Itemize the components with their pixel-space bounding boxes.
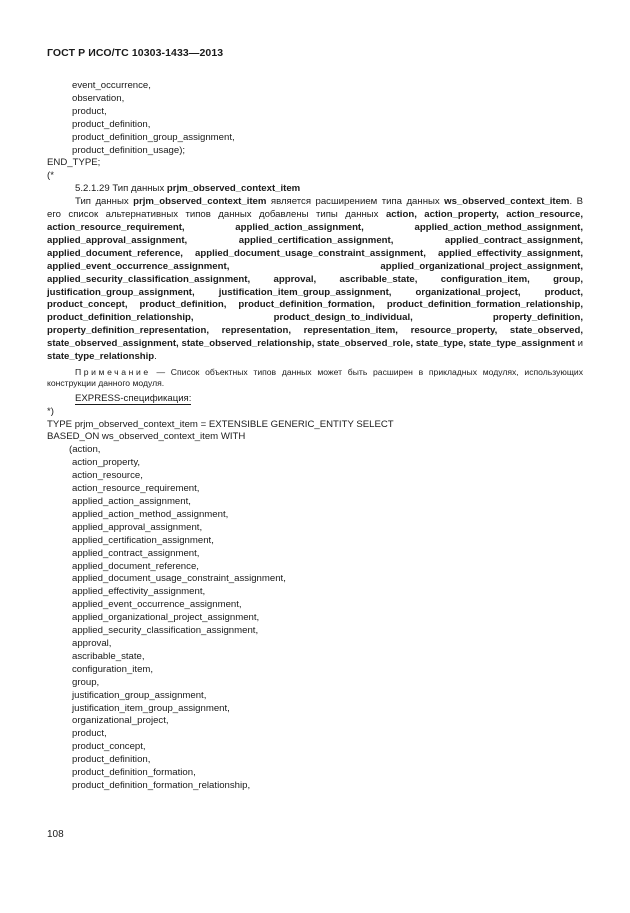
type-declaration: TYPE prjm_observed_context_item = EXTENSIBLE GENERIC_ENTITY SELECT — [47, 418, 394, 430]
select-items — [47, 457, 583, 793]
select-item: applied_contract_assignment, — [72, 547, 200, 559]
select-item: product_definition, — [72, 754, 151, 766]
end-type: END_TYPE; — [47, 157, 101, 169]
select-item: applied_action_assignment, — [72, 496, 191, 507]
list-item: product_definition_usage); — [72, 144, 186, 156]
select-item: configuration_item, — [72, 663, 154, 675]
note — [47, 367, 583, 390]
list-item: observation, — [72, 92, 125, 104]
list-item: event_occurrence, — [72, 80, 151, 91]
section-number: 5.2.1.29 — [75, 183, 110, 195]
list-item: product, — [72, 105, 107, 117]
note-lead: Примечание — [75, 366, 151, 377]
select-item: applied_organizational_project_assignment, — [72, 612, 260, 624]
select-item: ascribable_state, — [72, 650, 145, 662]
close-comment: *) — [47, 405, 54, 417]
list-item: product_definition, — [72, 118, 151, 130]
section-type-name: prjm_observed_context_item — [166, 183, 301, 195]
select-item: applied_security_classification_assignment, — [72, 625, 259, 637]
select-item: justification_item_group_assignment, — [72, 702, 230, 714]
select-item: applied_event_occurrence_assignment, — [72, 599, 242, 611]
select-item: product, — [72, 728, 107, 740]
select-item: action_resource_requirement, — [72, 483, 200, 495]
select-item: product_definition_formation, — [72, 767, 196, 779]
based-on-line: BASED_ON ws_observed_context_item WITH — [47, 431, 246, 443]
select-item: action_property, — [72, 457, 141, 469]
select-item: organizational_project, — [72, 715, 169, 727]
express-label: EXPRESS-спецификация: — [75, 392, 192, 404]
page-header: ГОСТ Р ИСО/ТС 10303-1433—2013 — [47, 47, 224, 59]
select-item: product_definition_formation_relationship, — [72, 779, 251, 791]
page-number: 108 — [47, 829, 64, 840]
section-heading — [47, 183, 583, 196]
select-item: applied_certification_assignment, — [72, 534, 214, 546]
select-item: product_concept, — [72, 741, 146, 753]
select-item: applied_action_method_assignment, — [72, 508, 229, 520]
select-item: group, — [72, 676, 100, 688]
select-item: applied_approval_assignment, — [72, 521, 203, 533]
select-item: applied_effectivity_assignment, — [72, 586, 206, 598]
select-item: justification_group_assignment, — [72, 689, 207, 701]
select-item: applied_document_usage_constraint_assignment, — [72, 573, 286, 585]
top-list — [47, 80, 583, 157]
select-item: approval, — [72, 637, 112, 649]
section-text: Тип данных — [112, 183, 165, 195]
list-item: product_definition_group_assignment, — [72, 131, 235, 143]
page-content — [47, 80, 583, 793]
first-item: (action, — [69, 444, 101, 456]
open-comment: (* — [47, 170, 54, 182]
description-paragraph: Тип данных prjm_observed_context_item является расширением типа данных ws_observed_context_item. В его список альтернативных типов данных добавлены типы данных action, action_property, action_resource, action_resource_requirement, applied_action_assignment, applied_action_method_assignment, applied_approval_assignment, applied_certification_assignment, applied_contract_assignment, applied_document_reference, applied_document_usage_constraint_assignment, applied_effectivity_assignment, applied_event_occurrence_assignment, applied_organizational_project_assignment, applied_security_classification_assignment, approval, ascribable_state, configuration_item, group, justification_group_assignment, justification_item_group_assignment, organizational_project, product, product_concept, product_definition, product_definition_formation, product_definition_formation_relationship, product_definition_relationship, product_design_to_individual, property_definition, property_definition_representation, representation, representation_item, resource_property, state_observed, state_observed_assignment, state_observed_relationship, state_observed_role, state_type, state_type_assignment и state_type_relationship. — [47, 196, 583, 363]
select-item: action_resource, — [72, 470, 143, 482]
note-text: — Список объектных типов данных может быть расширен в прикладных модулях, использующих конструкции данного модуля. — [47, 366, 583, 389]
select-item: applied_document_reference, — [72, 560, 199, 572]
